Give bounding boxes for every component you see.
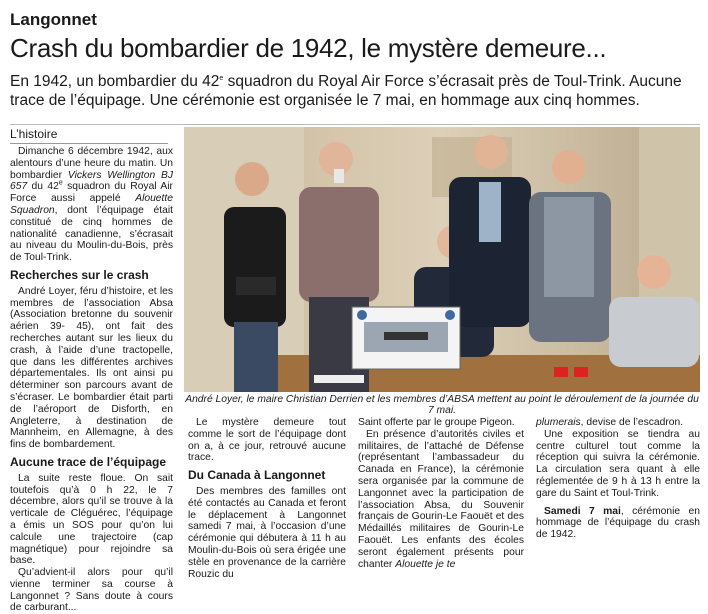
paragraph: Saint offerte par le groupe Pigeon.: [358, 417, 515, 428]
rubric-title: Langonnet: [10, 10, 97, 29]
article-column-3: [358, 417, 524, 570]
subheading-canada: Du Canada à Langonnet: [188, 468, 326, 483]
paragraph: Des membres des familles ont été contactés au Canada et feront le déplacement à Langonnet samedi 7 mai, à l’occasion d’une cérémonie qui débutera à 11 h au Moulin-du-Bois où sera érigée une stèle en provenance de la carrière Rouzic du: [188, 485, 346, 580]
section-kicker: L’histoire: [10, 127, 168, 144]
article-column-4: [536, 417, 700, 567]
subheading-research: Recherches sur le crash: [10, 267, 149, 282]
headline: Crash du bombardier de 1942, le mystère demeure...: [10, 33, 607, 63]
article-column-1: [10, 146, 174, 614]
paragraph: Le mystère demeure tout comme le sort de l’équipage dont on a, à ce jour, retrouvé aucune trace.: [188, 417, 346, 464]
paragraph: Dimanche 6 décembre 1942, aux alentours d’une heure du matin. Un bombardier Vickers Wellington BJ 657 du 42e squadron du Royal Air Force aussi appelé Alouette Squadron, dont l’équipage était constitué de cinq hommes de nationalité canadienne, s’écrasait au niveau du Moulin-du-Bois, près de Toul-Trink.: [10, 146, 174, 264]
group-photo: [184, 127, 700, 392]
paragraph: Qu’advient-il alors pour qu’il vienne terminer sa course à Langonnet ? Sans doute à cours de carburant...: [10, 567, 173, 614]
paragraph: Samedi 7 mai, cérémonie en hommage de l’équipage du crash de 1942.: [536, 505, 700, 541]
lead-paragraph: En 1942, un bombardier du 42e squadron du Royal Air Force s’écrasait près de Toul-Trink. Aucune trace de l’équipage. Une cérémonie est organisée le 7 mai, en hommage aux cinq hommes.: [10, 73, 682, 109]
photo-caption: André Loyer, le maire Christian Derrien et les membres d’ABSA mettent au point le déroulement de la journée du 7 mai.: [185, 394, 699, 416]
paragraph: André Loyer, féru d’histoire, et les membres de l’association Absa (Association bretonne du souvenir aérien 39- 45), ont fait des recherches autant sur les lieux du crash, à l’aide d’une tractopelle, que dans les différentes archives départementales. Ils ont ainsi pu déterminer son parcours avant de s’écraser. Le bombardier était parti de l’aéroport de Disforth, en Angleterre, à destination de Mannheim, en Allemagne, à des fins de bombardement.: [10, 285, 173, 451]
subheading-no-trace: Aucune trace de l’équipage: [10, 454, 167, 469]
divider: [10, 124, 700, 125]
paragraph: plumerais, devise de l’escadron.: [536, 417, 684, 428]
paragraph: La suite reste floue. On sait toutefois qu’à 0 h 22, le 7 décembre, alors qu’il se trouve à la verticale de Cléguérec, l’équipage a émis un SOS pour qu’on lui calcule une trajectoire (cap magnétique) pour rejoindre sa base.: [10, 472, 173, 567]
paragraph: En présence d’autorités civiles et militaires, de l’attaché de Défense (représentant l’ambassadeur du Canada en France), la cérémonie sera organisée par la commune de Langonnet avec la participation de l’association Absa, du Souvenir français de Gourin-Le Faouët et des Médaillés militaires de Gourin-Le Faouët. Les enfants des écoles seront également présents pour chanter Alouette je te: [358, 428, 524, 570]
article-column-2: [188, 417, 346, 580]
paragraph: Une exposition se tiendra au centre culturel tout comme la réception qui suivra la cérémonie. La circulation sera quant à elle réglementée de 9 h à 13 h entre la gare du Saint et Toul-Trink.: [536, 428, 700, 499]
